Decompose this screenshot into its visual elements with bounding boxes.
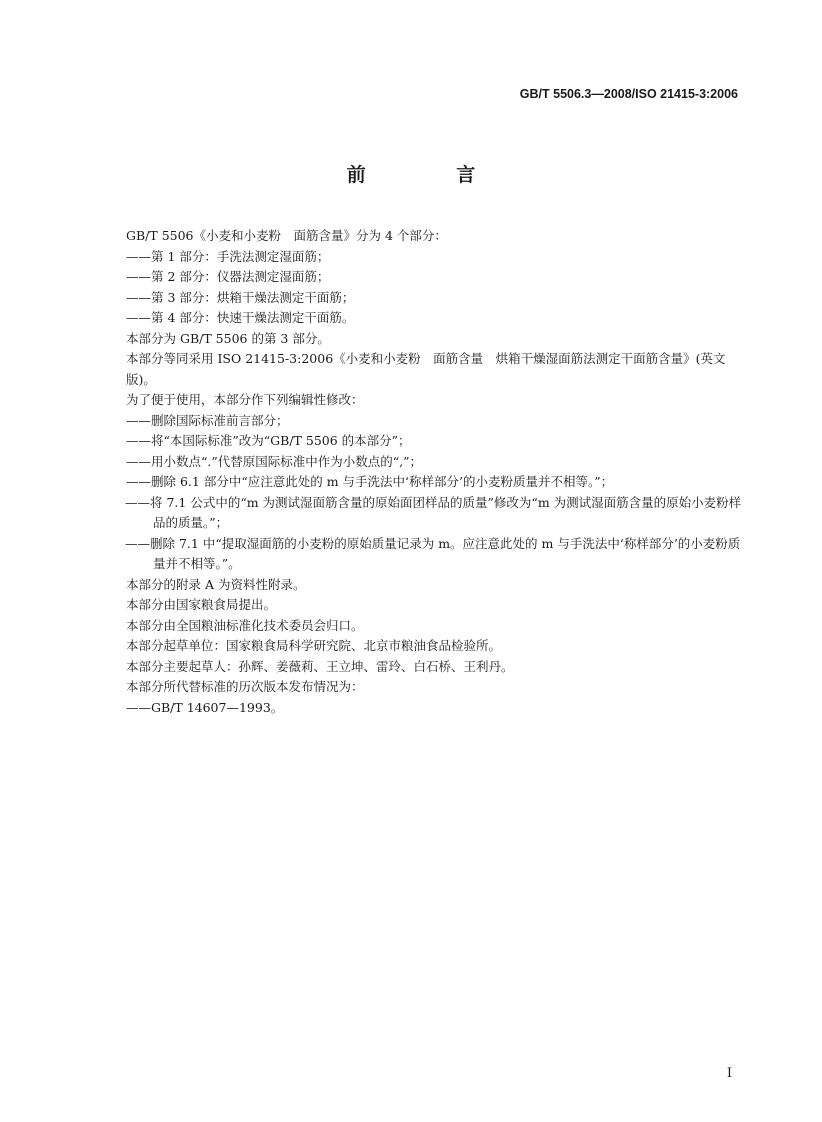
list-item-edit-6: ——删除 7.1 中“提取湿面筋的小麦粉的原始质量记录为 m。应注意此处的 m 与手洗法中‘称样部分’的小麦粉质量并不相等。”。 [125, 535, 741, 571]
paragraph-proposed-by: 本部分由国家粮食局提出。 [126, 597, 277, 612]
paragraph-parts-intro: GB/T 5506《小麦和小麦粉 面筋含量》分为 4 个部分： [126, 228, 447, 243]
list-item-edit-5: ——将 7.1 公式中的“m 为测试湿面筋含量的原始面团样品的质量”修改为“m 为测试湿面筋含量的原始小麦粉样品的质量。”； [125, 494, 742, 530]
paragraph-annex: 本部分的附录 A 为资料性附录。 [126, 576, 306, 592]
list-item-part-3: ——第 3 部分：烘箱干燥法测定干面筋； [126, 289, 355, 305]
paragraph-drafters: 本部分主要起草人：孙辉、姜薇莉、王立坤、雷玲、白石桥、王利丹。 [126, 658, 514, 674]
list-item-edit-4: ——删除 6.1 部分中“应注意此处的 m 与手洗法中‘称样部分’的小麦粉质量并不相等。”； [126, 474, 614, 489]
paragraph-adoption: 本部分等同采用 ISO 21415-3:2006《小麦和小麦粉 面筋含量 烘箱干燥湿面筋法测定干面筋含量》(英文版)。 [126, 351, 726, 387]
paragraph-this-part: 本部分为 GB/T 5506 的第 3 部分。 [126, 330, 330, 346]
page-title: 前 言 [346, 164, 518, 186]
foreword-body [99, 226, 744, 718]
list-item-history-1: ——GB/T 14607—1993。 [126, 699, 284, 715]
paragraph-history-intro: 本部分所代替标准的历次版本发布情况为： [126, 679, 364, 694]
standard-code: GB/T 5506.3—2008/ISO 21415-3:2006 [519, 87, 738, 101]
list-item-edit-3: ——用小数点“.”代替原国际标准中作为小数点的“,”； [126, 453, 423, 469]
page-number: I [726, 1066, 732, 1081]
list-item-edit-1: ——删除国际标准前言部分； [126, 412, 289, 428]
list-item-part-2: ——第 2 部分：仪器法测定湿面筋； [126, 269, 330, 284]
list-item-edit-2: ——将“本国际标准”改为“GB/T 5506 的本部分”； [126, 433, 411, 448]
paragraph-technical-committee: 本部分由全国粮油标准化技术委员会归口。 [126, 617, 364, 633]
paragraph-drafting-units: 本部分起草单位：国家粮食局科学研究院、北京市粮油食品检验所。 [126, 638, 502, 653]
list-item-part-1: ——第 1 部分：手洗法测定湿面筋； [126, 248, 330, 264]
paragraph-edits-intro: 为了便于使用，本部分作下列编辑性修改： [126, 392, 364, 407]
list-item-part-4: ——第 4 部分：快速干燥法测定干面筋。 [126, 310, 355, 325]
